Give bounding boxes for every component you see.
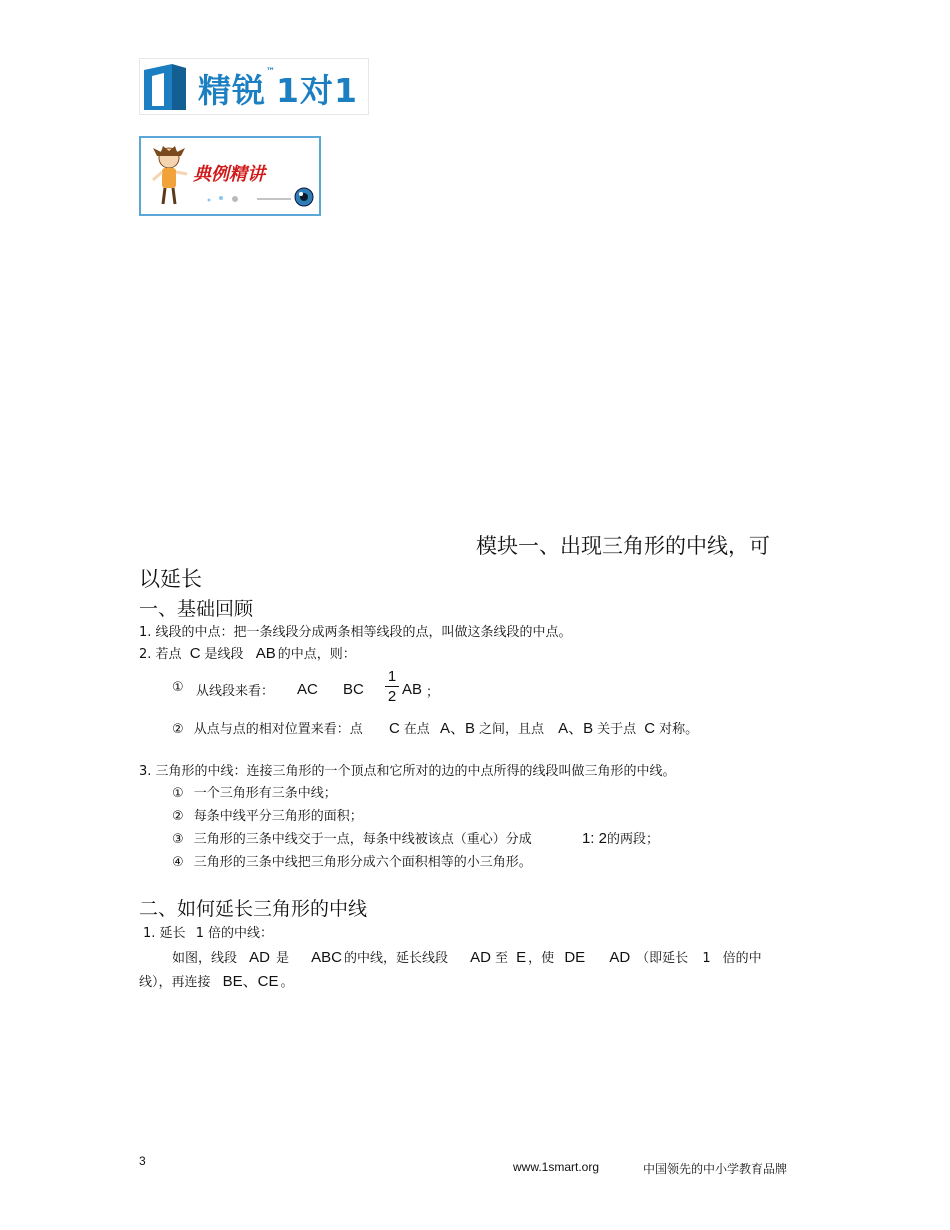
p2-a-text: 线），再连接 [139, 975, 211, 990]
logo-text [198, 65, 358, 112]
p-a: 如图，线段 [172, 951, 238, 966]
item2-ab2: A、B [558, 720, 594, 737]
item1-text: 从线段来看： [196, 684, 275, 699]
p-ad3: AD [609, 949, 631, 966]
logo-brand: 精锐 [198, 71, 266, 110]
frac-denominator: 2 [387, 688, 397, 705]
section2-paragraph-line1 [172, 947, 762, 966]
item1-num: ① [172, 680, 184, 695]
fraction-one-half [385, 668, 399, 705]
p2-c: C [189, 645, 201, 662]
item2-c2: C [644, 720, 656, 737]
section1-heading: 一、基础回顾 [139, 598, 254, 620]
item1-bc: BC [343, 681, 364, 698]
p2-end: 。 [280, 975, 294, 990]
item2-end: 对称。 [659, 722, 699, 737]
item2-ab1: A、B [439, 720, 475, 737]
item1-ab: AB [402, 681, 423, 698]
p2-a: 2. 若点 [139, 647, 182, 662]
sub-one: 1 [195, 926, 204, 941]
p-e: E [516, 949, 527, 966]
section2-paragraph-line2 [139, 970, 294, 991]
banner-title: 典例精讲 [193, 164, 265, 185]
item2-c: C [388, 720, 400, 737]
list-item-text: 三角形的三条中线把三角形分成六个面积相等的小三角形。 [193, 855, 532, 870]
list-item-tail: 的两段； [606, 832, 659, 847]
item2-text: 从点与点的相对位置来看：点 [193, 722, 363, 737]
list-item [172, 828, 659, 847]
p-b: 是 [276, 951, 290, 966]
p-ad2: AD [470, 949, 491, 966]
p2-be: BE、CE [222, 973, 279, 990]
item2-mid2: 之间，且点 [478, 722, 544, 737]
footer-url[interactable]: www.1smart.org [513, 1160, 600, 1174]
list-item-text: 每条中线平分三角形的面积； [193, 809, 363, 824]
p2-ab: AB [255, 645, 276, 662]
section2-heading: 二、如何延长三角形的中线 [139, 898, 368, 920]
item2-mid3: 关于点 [597, 722, 637, 737]
section1-p1: 1. 线段的中点：把一条线段分成两条相等线段的点，叫做这条线段的中点。 [139, 625, 572, 640]
list-item-text: 三角形的三条中线交于一点，每条中线被该点（重心）分成 [193, 832, 532, 847]
list-item-num: ③ [172, 832, 184, 847]
p-h: 倍的中 [722, 951, 762, 966]
list-item-num: ④ [172, 855, 184, 870]
logo-mark-icon [142, 62, 188, 112]
list-item-num: ① [172, 786, 184, 801]
footer-slogan: 中国领先的中小学教育品牌 [643, 1162, 788, 1176]
section2-sub [143, 922, 273, 941]
logo-tm: ™ [266, 67, 276, 77]
brand-logo [139, 58, 369, 115]
p-g: （即延长 [636, 951, 689, 966]
module-title-line1: 模块一、出现三角形的中线，可 [476, 534, 770, 558]
item1-end: ； [426, 685, 440, 700]
page-number: 3 [139, 1154, 146, 1168]
section-banner [139, 136, 321, 216]
p-de: DE [564, 949, 586, 966]
list-item-text: 一个三角形有三条中线； [193, 786, 337, 801]
frac-numerator: 1 [387, 668, 397, 685]
list-item [172, 805, 363, 824]
frac-bar [385, 686, 399, 687]
p-one: 1 [702, 951, 711, 966]
p-d: 至 [495, 951, 509, 966]
p2-d: 的中点，则： [277, 647, 356, 662]
logo-brand-suffix: 1对1 [276, 71, 358, 110]
list-item-num: ② [172, 809, 184, 824]
module-title-line2: 以延长 [139, 567, 202, 591]
list-item [172, 851, 532, 870]
section1-p3: 3. 三角形的中线：连接三角形的一个顶点和它所对的边的中点所得的线段叫做三角形的中线。 [139, 764, 676, 779]
item2-num: ② [172, 722, 184, 737]
p-ad: AD [249, 949, 270, 966]
item1-ac: AC [297, 681, 318, 698]
section1-p2 [139, 643, 356, 662]
p-abc: ABC [311, 949, 342, 966]
list-item [172, 782, 337, 801]
eye-decoration-icon [201, 182, 319, 212]
p2-b: 是线段 [204, 647, 244, 662]
sub-tail: 倍的中线： [207, 926, 273, 941]
cartoon-girl-icon [149, 144, 189, 210]
p-c: 的中线，延长线段 [344, 951, 449, 966]
item2-line [172, 717, 698, 738]
sub-label: 1. 延长 [143, 926, 186, 941]
p-f: ，使 [528, 951, 555, 966]
item2-mid: 在点 [403, 722, 430, 737]
list-item-ratio: 1: 2 [581, 830, 607, 847]
